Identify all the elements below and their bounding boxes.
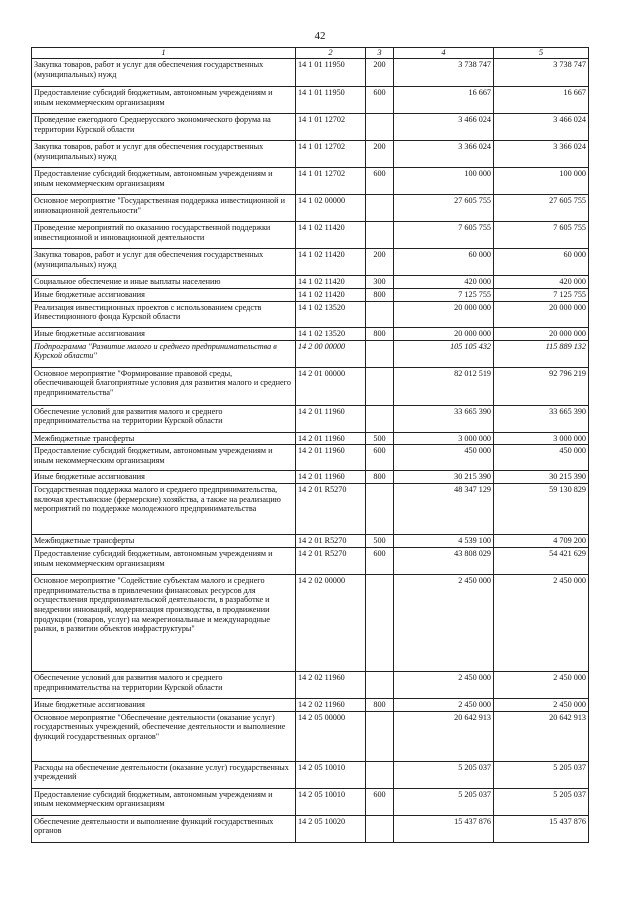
cell-target-code: 14 2 01 11960 xyxy=(296,432,366,445)
cell-target-code: 14 2 01 11960 xyxy=(296,471,366,484)
cell-amount-year-1: 30 215 390 xyxy=(394,471,494,484)
cell-expense-type: 200 xyxy=(366,141,394,168)
cell-amount-year-2: 92 796 219 xyxy=(494,367,589,405)
cell-amount-year-2: 5 205 037 xyxy=(494,761,589,788)
cell-expense-type xyxy=(366,114,394,141)
cell-name: Подпрограмма "Развитие малого и среднего предпринимательства в Курской области" xyxy=(32,340,296,367)
table-row xyxy=(32,815,589,842)
cell-amount-year-1: 420 000 xyxy=(394,276,494,289)
cell-amount-year-2: 2 450 000 xyxy=(494,699,589,712)
cell-amount-year-2: 4 709 200 xyxy=(494,535,589,548)
cell-expense-type: 500 xyxy=(366,432,394,445)
cell-target-code: 14 1 02 11420 xyxy=(296,289,366,302)
table-row xyxy=(32,445,589,471)
cell-amount-year-1: 20 642 913 xyxy=(394,711,494,761)
cell-amount-year-2: 33 665 390 xyxy=(494,405,589,432)
cell-name: Закупка товаров, работ и услуг для обеспечения государственных (муниципальных) нужд xyxy=(32,249,296,276)
cell-target-code: 14 2 02 11960 xyxy=(296,699,366,712)
cell-expense-type xyxy=(366,367,394,405)
table-row xyxy=(32,535,589,548)
cell-amount-year-2: 54 421 629 xyxy=(494,548,589,575)
cell-expense-type xyxy=(366,672,394,699)
cell-amount-year-1: 105 105 432 xyxy=(394,340,494,367)
cell-expense-type: 600 xyxy=(366,445,394,471)
table-row xyxy=(32,367,589,405)
table-row xyxy=(32,141,589,168)
cell-amount-year-1: 100 000 xyxy=(394,168,494,195)
cell-amount-year-2: 115 889 132 xyxy=(494,340,589,367)
cell-target-code: 14 1 01 12702 xyxy=(296,114,366,141)
cell-name: Проведение ежегодного Среднерусского экономического форума на территории Курской области xyxy=(32,114,296,141)
table-row xyxy=(32,289,589,302)
cell-name: Проведение мероприятий по оказанию государственной поддержки инвестиционной и инновационной деятельности xyxy=(32,222,296,249)
cell-amount-year-2: 3 466 024 xyxy=(494,114,589,141)
table-row xyxy=(32,168,589,195)
header-col-4: 4 xyxy=(394,48,494,59)
cell-amount-year-2: 100 000 xyxy=(494,168,589,195)
cell-target-code: 14 2 00 00000 xyxy=(296,340,366,367)
cell-expense-type: 800 xyxy=(366,699,394,712)
cell-name: Основное мероприятие "Обеспечение деятельности (оказание услуг) государственных учреждений, обеспечение деятельности и выполнение функций государственных органов" xyxy=(32,711,296,761)
cell-expense-type xyxy=(366,484,394,535)
cell-expense-type: 600 xyxy=(366,168,394,195)
cell-target-code: 14 1 02 00000 xyxy=(296,195,366,222)
cell-target-code: 14 2 01 R5270 xyxy=(296,484,366,535)
table-row xyxy=(32,699,589,712)
cell-target-code: 14 2 01 R5270 xyxy=(296,535,366,548)
cell-expense-type: 200 xyxy=(366,249,394,276)
header-col-5: 5 xyxy=(494,48,589,59)
cell-name: Обеспечение деятельности и выполнение функций государственных органов xyxy=(32,815,296,842)
cell-target-code: 14 1 02 13520 xyxy=(296,301,366,327)
cell-name: Межбюджетные трансферты xyxy=(32,535,296,548)
table-row xyxy=(32,276,589,289)
cell-amount-year-1: 4 539 100 xyxy=(394,535,494,548)
cell-target-code: 14 2 01 00000 xyxy=(296,367,366,405)
cell-amount-year-1: 2 450 000 xyxy=(394,575,494,672)
cell-amount-year-1: 33 665 390 xyxy=(394,405,494,432)
cell-name: Расходы на обеспечение деятельности (оказание услуг) государственных учреждений xyxy=(32,761,296,788)
cell-amount-year-2: 3 366 024 xyxy=(494,141,589,168)
cell-name: Иные бюджетные ассигнования xyxy=(32,289,296,302)
cell-amount-year-1: 48 347 129 xyxy=(394,484,494,535)
cell-amount-year-2: 7 125 755 xyxy=(494,289,589,302)
cell-target-code: 14 2 01 R5270 xyxy=(296,548,366,575)
cell-name: Закупка товаров, работ и услуг для обеспечения государственных (муниципальных) нужд xyxy=(32,59,296,87)
cell-target-code: 14 2 05 10020 xyxy=(296,815,366,842)
cell-name: Иные бюджетные ассигнования xyxy=(32,327,296,340)
cell-target-code: 14 2 02 11960 xyxy=(296,672,366,699)
cell-name: Иные бюджетные ассигнования xyxy=(32,699,296,712)
table-row xyxy=(32,575,589,672)
cell-amount-year-2: 59 130 829 xyxy=(494,484,589,535)
table-row xyxy=(32,761,589,788)
cell-target-code: 14 1 01 12702 xyxy=(296,168,366,195)
table-row xyxy=(32,222,589,249)
cell-amount-year-1: 5 205 037 xyxy=(394,761,494,788)
cell-name: Государственная поддержка малого и среднего предпринимательства, включая крестьянские (фермерские) хозяйства, а также на реализацию мероприятий по поддержке молодежного предпринимательства xyxy=(32,484,296,535)
cell-target-code: 14 1 02 11420 xyxy=(296,276,366,289)
cell-name: Закупка товаров, работ и услуг для обеспечения государственных (муниципальных) нужд xyxy=(32,141,296,168)
cell-amount-year-2: 7 605 755 xyxy=(494,222,589,249)
cell-expense-type xyxy=(366,575,394,672)
cell-name: Реализация инвестиционных проектов с использованием средств Инвестиционного фонда Курской области xyxy=(32,301,296,327)
cell-target-code: 14 1 02 11420 xyxy=(296,249,366,276)
cell-amount-year-2: 27 605 755 xyxy=(494,195,589,222)
cell-expense-type: 800 xyxy=(366,289,394,302)
cell-amount-year-2: 20 642 913 xyxy=(494,711,589,761)
cell-target-code: 14 2 01 11960 xyxy=(296,405,366,432)
cell-target-code: 14 2 01 11960 xyxy=(296,445,366,471)
cell-name: Предоставление субсидий бюджетным, автономным учреждениям и иным некоммерческим организациям xyxy=(32,168,296,195)
table-row xyxy=(32,484,589,535)
cell-amount-year-1: 60 000 xyxy=(394,249,494,276)
cell-amount-year-2: 20 000 000 xyxy=(494,301,589,327)
cell-amount-year-2: 30 215 390 xyxy=(494,471,589,484)
cell-name: Основное мероприятие "Формирование правовой среды, обеспечивающей благоприятные условия для развития малого и среднего предпринимательства" xyxy=(32,367,296,405)
cell-expense-type: 200 xyxy=(366,59,394,87)
cell-target-code: 14 1 01 12702 xyxy=(296,141,366,168)
cell-amount-year-2: 3 000 000 xyxy=(494,432,589,445)
cell-amount-year-2: 5 205 037 xyxy=(494,788,589,815)
cell-target-code: 14 1 02 11420 xyxy=(296,222,366,249)
cell-amount-year-2: 2 450 000 xyxy=(494,575,589,672)
cell-amount-year-2: 450 000 xyxy=(494,445,589,471)
table-row xyxy=(32,471,589,484)
cell-amount-year-1: 2 450 000 xyxy=(394,699,494,712)
header-col-1: 1 xyxy=(32,48,296,59)
cell-target-code: 14 2 05 10010 xyxy=(296,788,366,815)
cell-amount-year-1: 450 000 xyxy=(394,445,494,471)
budget-table xyxy=(31,47,589,843)
cell-amount-year-1: 7 125 755 xyxy=(394,289,494,302)
table-row xyxy=(32,711,589,761)
cell-name: Иные бюджетные ассигнования xyxy=(32,471,296,484)
cell-target-code: 14 2 05 00000 xyxy=(296,711,366,761)
cell-expense-type xyxy=(366,815,394,842)
header-col-2: 2 xyxy=(296,48,366,59)
cell-amount-year-1: 27 605 755 xyxy=(394,195,494,222)
cell-name: Предоставление субсидий бюджетным, автономным учреждениям и иным некоммерческим организациям xyxy=(32,788,296,815)
table-row xyxy=(32,548,589,575)
table-row xyxy=(32,249,589,276)
cell-name: Основное мероприятие "Государственная поддержка инвестиционной и инновационной деятельности" xyxy=(32,195,296,222)
cell-target-code: 14 2 05 10010 xyxy=(296,761,366,788)
page-number: 42 xyxy=(314,30,326,42)
cell-amount-year-1: 20 000 000 xyxy=(394,327,494,340)
cell-amount-year-2: 20 000 000 xyxy=(494,327,589,340)
cell-amount-year-2: 2 450 000 xyxy=(494,672,589,699)
cell-expense-type xyxy=(366,761,394,788)
cell-name: Предоставление субсидий бюджетным, автономным учреждениям и иным некоммерческим организациям xyxy=(32,87,296,114)
cell-name: Основное мероприятие "Содействие субъектам малого и среднего предпринимательства в привлечении финансовых ресурсов для осуществления предпринимательской деятельности, в разработке и внедрении инноваций, модернизация производства, в продвижении продукции (товаров, услуг) на межрегиональные и международные рынки, в развитии объектов инфраструктуры" xyxy=(32,575,296,672)
cell-target-code: 14 1 02 13520 xyxy=(296,327,366,340)
header-col-3: 3 xyxy=(366,48,394,59)
cell-expense-type: 500 xyxy=(366,535,394,548)
cell-amount-year-1: 20 000 000 xyxy=(394,301,494,327)
cell-amount-year-1: 2 450 000 xyxy=(394,672,494,699)
table-row xyxy=(32,195,589,222)
cell-amount-year-1: 3 000 000 xyxy=(394,432,494,445)
table-row xyxy=(32,405,589,432)
cell-expense-type xyxy=(366,222,394,249)
cell-expense-type: 600 xyxy=(366,548,394,575)
table-row xyxy=(32,114,589,141)
cell-expense-type: 300 xyxy=(366,276,394,289)
cell-amount-year-1: 43 808 029 xyxy=(394,548,494,575)
cell-target-code: 14 1 01 11950 xyxy=(296,87,366,114)
cell-expense-type: 600 xyxy=(366,87,394,114)
table-row xyxy=(32,788,589,815)
cell-amount-year-2: 3 738 747 xyxy=(494,59,589,87)
cell-expense-type xyxy=(366,301,394,327)
cell-target-code: 14 1 01 11950 xyxy=(296,59,366,87)
cell-name: Обеспечение условий для развития малого и среднего предпринимательства на территории Курской области xyxy=(32,672,296,699)
table-row xyxy=(32,340,589,367)
table-row xyxy=(32,327,589,340)
cell-amount-year-1: 7 605 755 xyxy=(394,222,494,249)
cell-expense-type xyxy=(366,340,394,367)
cell-name: Социальное обеспечение и иные выплаты населению xyxy=(32,276,296,289)
cell-expense-type: 800 xyxy=(366,471,394,484)
cell-target-code: 14 2 02 00000 xyxy=(296,575,366,672)
table-row xyxy=(32,59,589,87)
cell-amount-year-1: 16 667 xyxy=(394,87,494,114)
cell-expense-type xyxy=(366,195,394,222)
cell-amount-year-2: 15 437 876 xyxy=(494,815,589,842)
cell-name: Предоставление субсидий бюджетным, автономным учреждениям и иным некоммерческим организациям xyxy=(32,548,296,575)
cell-expense-type: 800 xyxy=(366,327,394,340)
cell-amount-year-2: 420 000 xyxy=(494,276,589,289)
cell-name: Обеспечение условий для развития малого и среднего предпринимательства на территории Курской области xyxy=(32,405,296,432)
cell-expense-type xyxy=(366,711,394,761)
cell-amount-year-1: 15 437 876 xyxy=(394,815,494,842)
cell-amount-year-2: 16 667 xyxy=(494,87,589,114)
cell-amount-year-1: 82 012 519 xyxy=(394,367,494,405)
table-row xyxy=(32,301,589,327)
table-row xyxy=(32,672,589,699)
cell-name: Предоставление субсидий бюджетным, автономным учреждениям и иным некоммерческим организациям xyxy=(32,445,296,471)
table-row xyxy=(32,432,589,445)
cell-amount-year-1: 3 366 024 xyxy=(394,141,494,168)
cell-amount-year-1: 3 466 024 xyxy=(394,114,494,141)
cell-expense-type xyxy=(366,405,394,432)
header-row xyxy=(32,48,589,59)
table-row xyxy=(32,87,589,114)
cell-amount-year-1: 3 738 747 xyxy=(394,59,494,87)
cell-amount-year-2: 60 000 xyxy=(494,249,589,276)
cell-amount-year-1: 5 205 037 xyxy=(394,788,494,815)
cell-expense-type: 600 xyxy=(366,788,394,815)
cell-name: Межбюджетные трансферты xyxy=(32,432,296,445)
